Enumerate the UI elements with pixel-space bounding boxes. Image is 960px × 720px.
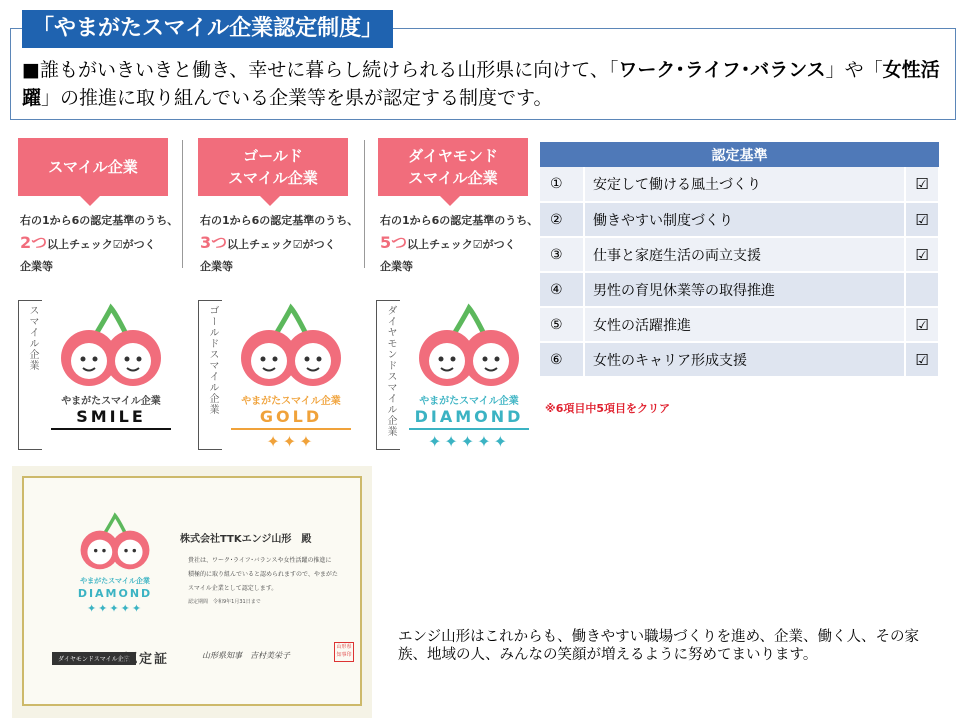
certificate-title: 認定証 [124,652,170,667]
divider [364,140,365,268]
certificate-signature: 山形県知事 吉村美栄子 [202,651,290,660]
table-row: ① 安定して働ける風土づくり ☑ [540,167,939,202]
badge-vertical-label: ダイヤモンドスマイル企業 [385,305,396,437]
table-row: ⑤ 女性の活躍推進 ☑ [540,307,939,342]
certificate-image [12,466,372,718]
certificate-company: 株式会社TTKエンジ山形 殿 [180,534,312,545]
badge-rank-gold: GOLD [259,407,323,426]
checkbox-checked-icon: ☑ [905,202,939,237]
checkbox-checked-icon: ☑ [905,237,939,272]
badge-underline [51,428,171,430]
tier-card-smile: スマイル企業 [18,138,168,196]
certificate-badge-rank: DIAMOND [77,587,153,600]
badge-vertical-label: ゴールドスマイル企業 [207,305,218,415]
tier-card-diamond: ダイヤモンド スマイル企業 [378,138,528,196]
cherry-logo-icon [226,300,356,390]
certificate-stamp-icon: 山形県知事印 [334,642,354,662]
cherry-logo-icon [70,510,160,572]
badge-name: やまがたスマイル企業 [61,396,161,407]
badge-underline [231,428,351,430]
badge-stars-icon: ✦✦✦✦✦ [427,432,511,451]
badge-rank-smile: SMILE [76,407,146,426]
badge-rank-diamond: DIAMOND [414,407,524,426]
checkbox-checked-icon: ☑ [905,342,939,377]
cherry-logo-icon [46,300,176,390]
tier-desc-gold: 右の1から6の認定基準のうち、 3つ以上チェック☑がつく 企業等 [200,214,359,273]
table-row: ② 働きやすい制度づくり ☑ [540,202,939,237]
keyword-womens-activity: 女性活躍 [22,59,940,109]
clear-note: ※6項目中5項目をクリア [545,402,671,415]
table-row: ④ 男性の育児休業等の取得推進 [540,272,939,307]
certificate-period: 認定期間 令和9年1月31日まで [188,599,261,605]
table-row: ⑥ 女性のキャリア形成支援 ☑ [540,342,939,377]
badge-stars-icon: ✦✦✦ [266,432,316,451]
certificate-body: 貴社は、ワーク･ライフ･バランスや女性活躍の推進に 積極的に取り組んでいると認められますので、やまがた スマイル企業として認定します。 [188,557,338,592]
closing-message: エンジ山形はこれからも、働きやすい職場づくりを進め、企業、働く人、その家族、地域の人、みんなの笑顔が増えるように努めてまいります。 [398,629,920,663]
intro-text: ■誰もがいきいきと働き、幸せに暮らし続けられる山形県に向けて、「ワーク･ライフ･バランス」や「女性活躍」の推進に取り組んでいる企業等を県が認定する制度です。 [22,59,940,109]
cherry-logo-icon [404,300,534,390]
certificate-label: ダイヤモンドスマイル企業 [52,652,136,665]
badge-vertical-label: スマイル企業 [27,305,38,371]
tier-desc-diamond: 右の1から6の認定基準のうち、 5つ以上チェック☑がつく 企業等 [380,214,539,273]
keyword-work-life-balance: ワーク･ライフ･バランス [618,59,826,81]
table-row: ③ 仕事と家庭生活の両立支援 ☑ [540,237,939,272]
checkbox-checked-icon: ☑ [905,307,939,342]
certificate-stars-icon: ✦✦✦✦✦ [86,602,144,615]
tier-desc-smile: 右の1から6の認定基準のうち、 2つ以上チェック☑がつく 企業等 [20,214,179,273]
criteria-header: 認定基準 [540,142,939,167]
checkbox-empty [905,272,939,307]
badge-underline [409,428,529,430]
checkbox-checked-icon: ☑ [905,167,939,202]
tier-card-gold: ゴールド スマイル企業 [198,138,348,196]
certificate-badge-name: やまがたスマイル企業 [80,577,150,585]
badge-name: やまがたスマイル企業 [419,396,519,407]
criteria-table [540,142,940,378]
bullet-mark: ■ [22,59,40,81]
page-title: 「やまがたスマイル企業認定制度」 [22,10,393,48]
divider [182,140,183,268]
badge-name: やまがたスマイル企業 [241,396,341,407]
